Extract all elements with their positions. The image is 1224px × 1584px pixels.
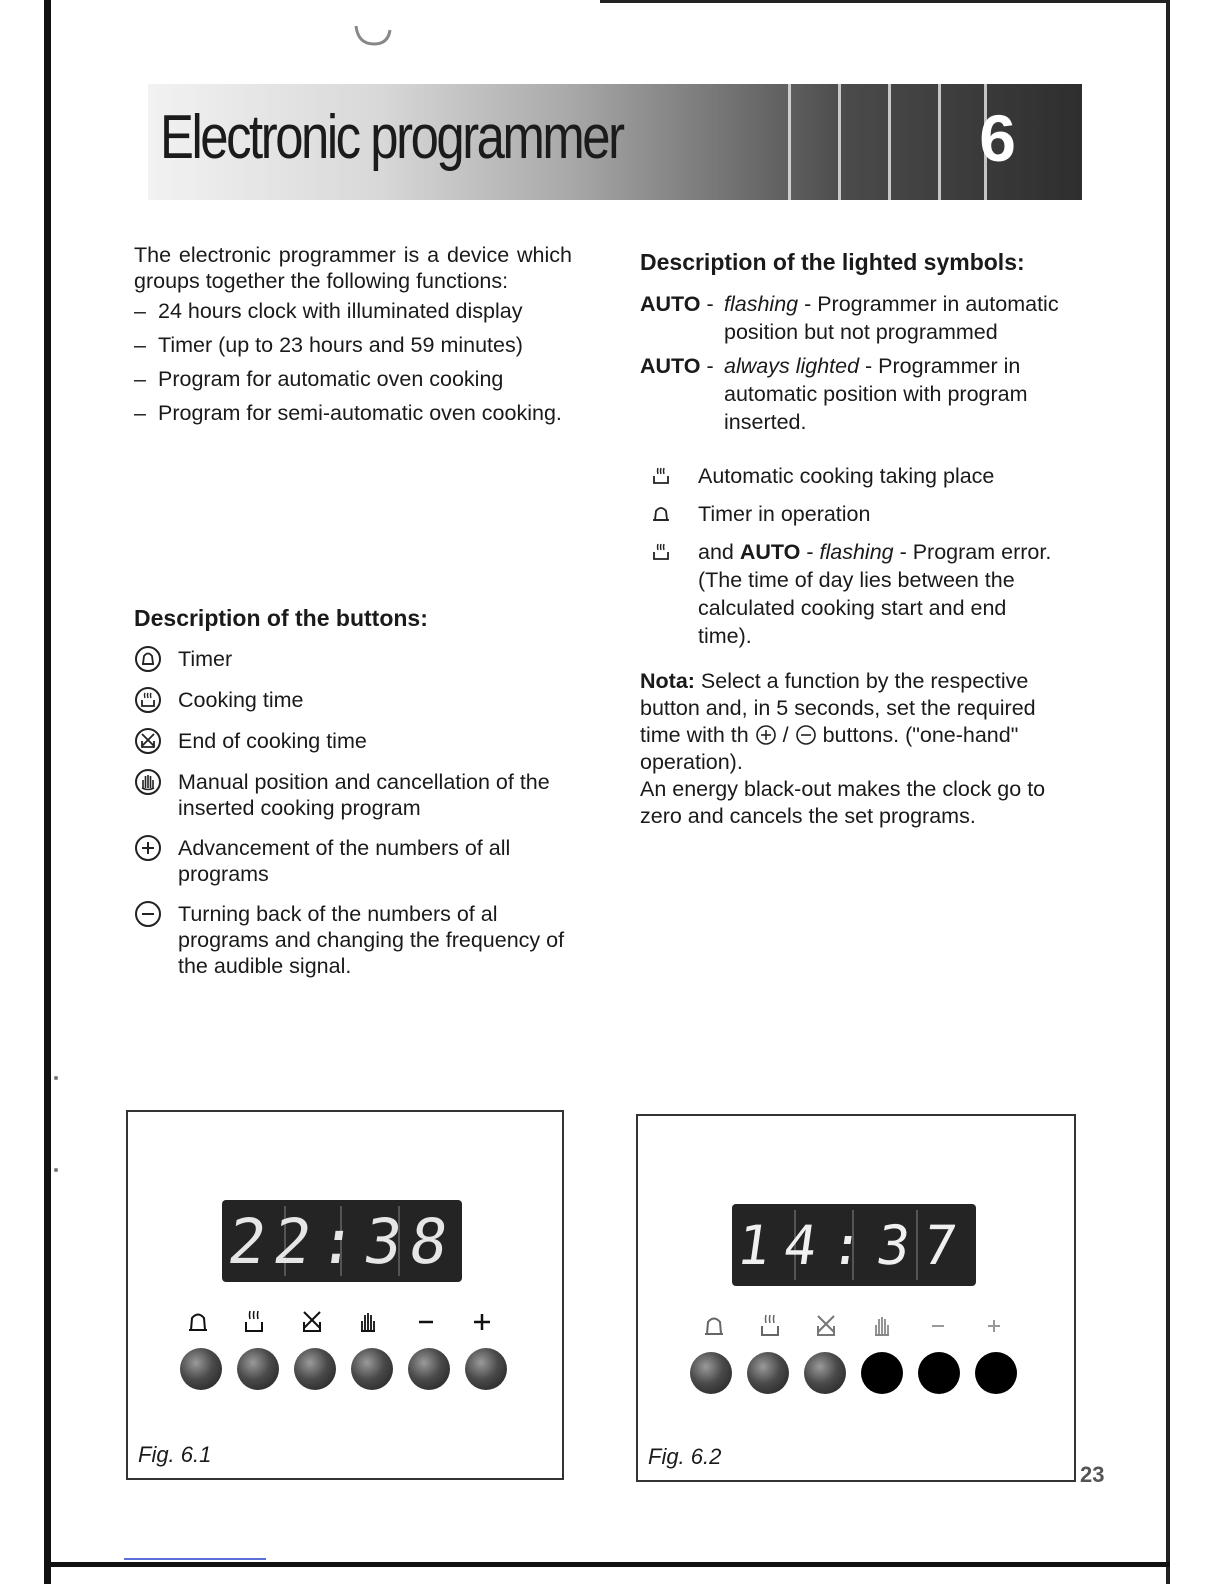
- auto-state: always lighted: [724, 354, 860, 378]
- auto-state: flashing: [724, 292, 799, 316]
- plus-icon: [755, 724, 777, 746]
- hand-icon: [134, 768, 162, 796]
- cooking-pot-icon: [756, 1312, 784, 1340]
- timer-button[interactable]: [690, 1352, 732, 1394]
- button-desc-manual: [134, 769, 572, 821]
- button-desc-label: Turning back of the numbers of al programs and changing the frequency of the audible signal.: [178, 902, 565, 978]
- symbol-strip: [678, 1312, 1038, 1340]
- page-number: 23: [1080, 1462, 1105, 1487]
- dash: -: [800, 540, 820, 564]
- clock-display: [222, 1200, 462, 1282]
- minus-button[interactable]: [918, 1352, 960, 1394]
- feature-list: [134, 298, 572, 426]
- scan-dot: [54, 1076, 58, 1080]
- plus-icon: [134, 834, 162, 862]
- intro-section: [134, 242, 572, 434]
- cooking-pot-icon: [240, 1308, 268, 1336]
- symbols-heading: Description of the lighted symbols:: [640, 249, 1025, 275]
- nota-text: buttons. ("one-hand" operation).: [640, 723, 1019, 774]
- chapter-number: 6: [979, 101, 1016, 175]
- indicator-text: Timer in operation: [698, 502, 871, 526]
- button-desc-label: Manual position and cancellation of the inserted cooking program: [178, 770, 550, 820]
- auto-label: AUTO: [640, 354, 701, 378]
- plus-icon: [980, 1312, 1008, 1340]
- figure-caption: Fig. 6.1: [138, 1442, 212, 1467]
- indicator-auto-cooking: [640, 462, 1066, 490]
- page-border-right: [1166, 0, 1170, 1584]
- bell-icon: [650, 503, 672, 525]
- page-border-bottom: [44, 1562, 1170, 1567]
- cooking-time-button[interactable]: [747, 1352, 789, 1394]
- timer-button[interactable]: [180, 1348, 222, 1390]
- figure-6-1: [126, 1110, 564, 1480]
- nota-slash: /: [776, 723, 795, 747]
- button-desc-label: Advancement of the numbers of all programs: [178, 836, 511, 886]
- manual-button[interactable]: [861, 1352, 903, 1394]
- buttons-heading: Description of the buttons:: [134, 605, 428, 631]
- error-and: and: [698, 540, 740, 564]
- indicator-timer: [640, 500, 1066, 528]
- indicator-error: [640, 538, 1066, 650]
- minus-icon: [412, 1308, 440, 1336]
- end-cooking-button[interactable]: [804, 1352, 846, 1394]
- page-title: Electronic programmer: [160, 103, 623, 172]
- symbols-section: [640, 248, 1066, 830]
- end-cooking-button[interactable]: [294, 1348, 336, 1390]
- buttons-section: [134, 604, 572, 979]
- auto-desc: - Programmer in automatic position but not programmed: [724, 292, 1059, 344]
- list-item: – Program for automatic oven cooking: [134, 366, 572, 392]
- intro-text: The electronic programmer is a device which groups together the following functions:: [134, 243, 572, 293]
- button-row: [686, 1352, 1046, 1396]
- figure-6-2: [636, 1114, 1076, 1482]
- symbol-auto-lighted: [640, 352, 1066, 436]
- plus-button[interactable]: [465, 1348, 507, 1390]
- cooking-time-button[interactable]: [237, 1348, 279, 1390]
- scan-line: [124, 1558, 266, 1560]
- punch-hole-mark: [352, 22, 392, 48]
- minus-icon: [795, 724, 817, 746]
- page-border-left: [44, 0, 51, 1584]
- page-border-top: [600, 0, 1170, 3]
- minus-button[interactable]: [408, 1348, 450, 1390]
- nota-paragraph: [640, 668, 1066, 830]
- list-item: – Program for semi-automatic oven cooking.: [134, 400, 572, 426]
- end-cooking-icon: [812, 1312, 840, 1340]
- list-item: – 24 hours clock with illuminated display: [134, 298, 572, 324]
- symbol-auto-flashing: [640, 290, 1066, 346]
- button-desc-plus: [134, 835, 572, 887]
- button-row: [176, 1348, 536, 1392]
- auto-desc: - Programmer in automatic position with program inserted.: [724, 354, 1028, 434]
- bell-icon: [184, 1308, 212, 1336]
- list-item: – Timer (up to 23 hours and 59 minutes): [134, 332, 572, 358]
- cooking-pot-icon: [134, 686, 162, 714]
- auto-label: AUTO: [640, 292, 701, 316]
- hand-icon: [868, 1312, 896, 1340]
- minus-icon: [134, 900, 162, 928]
- button-desc-minus: [134, 901, 572, 979]
- hand-icon: [354, 1308, 382, 1336]
- button-desc-end-cooking: [134, 728, 572, 755]
- auto-state: flashing: [819, 540, 894, 564]
- nota-text: Select a function by the respective button and, in 5 seconds, set the required time with th: [640, 669, 1036, 747]
- plus-button[interactable]: [975, 1352, 1017, 1394]
- manual-button[interactable]: [351, 1348, 393, 1390]
- auto-label: AUTO: [739, 540, 801, 564]
- cooking-pot-icon: [650, 541, 672, 563]
- display-time: 22:38: [223, 1204, 461, 1278]
- dash: -: [700, 354, 714, 378]
- end-cooking-icon: [298, 1308, 326, 1336]
- symbol-strip: [168, 1308, 528, 1336]
- button-desc-label: Cooking time: [178, 688, 304, 712]
- cooking-pot-icon: [650, 465, 672, 487]
- dash: -: [700, 292, 714, 316]
- bell-icon: [134, 645, 162, 673]
- plus-icon: [468, 1308, 496, 1336]
- nota-label: Nota:: [640, 669, 695, 693]
- error-note: (The time of day lies between the calculated cooking start and end time).: [698, 568, 1015, 648]
- button-desc-label: Timer: [178, 647, 233, 671]
- button-desc-cooking-time: [134, 687, 572, 714]
- end-cooking-icon: [134, 727, 162, 755]
- button-desc-timer: [134, 646, 572, 673]
- figure-caption: Fig. 6.2: [648, 1444, 722, 1469]
- error-desc: - Program error.: [893, 540, 1052, 564]
- bell-icon: [700, 1312, 728, 1340]
- clock-display: [732, 1204, 976, 1286]
- button-desc-label: End of cooking time: [178, 729, 367, 753]
- display-time: 14:37: [733, 1213, 975, 1277]
- scan-dot: [54, 1168, 58, 1172]
- indicator-text: Automatic cooking taking place: [698, 464, 995, 488]
- nota-text: An energy black-out makes the clock go to zero and cancels the set programs.: [640, 777, 1046, 828]
- chapter-header: [148, 84, 1082, 200]
- minus-icon: [924, 1312, 952, 1340]
